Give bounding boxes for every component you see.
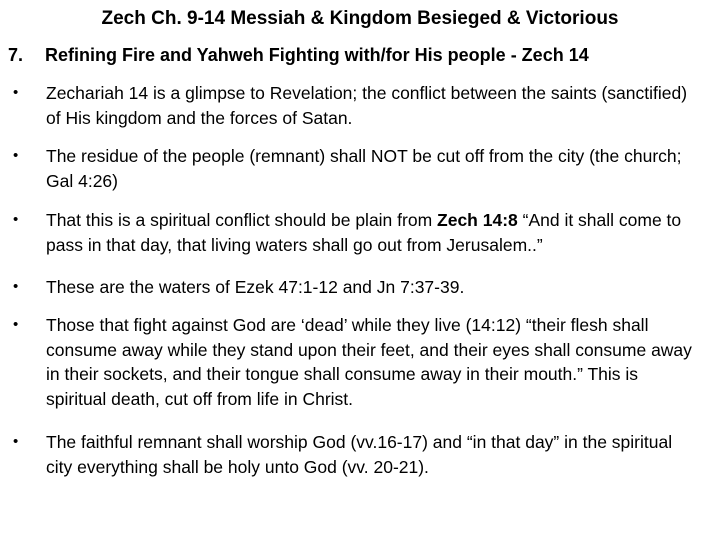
bullet-text-part: That this is a spiritual conflict should be plain from <box>46 210 438 230</box>
bullet-icon: • <box>13 433 19 450</box>
section-heading-text: Refining Fire and Yahweh Fighting with/for His people - Zech 14 <box>45 45 589 65</box>
bullet-item <box>13 81 703 130</box>
bullet-icon: • <box>13 147 19 164</box>
bullet-text: The faithful remnant shall worship God (vv.16-17) and “in that day” in the spiritual city everything shall be holy unto God (vv. 20-21). <box>46 432 673 477</box>
bullet-text <box>46 208 703 257</box>
bullet-icon: • <box>13 278 19 295</box>
bullet-text: Those that fight against God are ‘dead’ while they live (14:12) “their flesh shall consume away while they stand upon their feet, and their eyes shall consume away in their sockets, and their tongue shall consume away in their mouth.” This is spiritual death, cut off from life in Christ. <box>46 315 692 409</box>
bullet-text-part: “And it shall come to pass in that day, that living waters shall go out from Jerusalem..” <box>46 210 682 255</box>
bullet-icon: • <box>13 211 19 228</box>
bullet-text: The residue of the people (remnant) shall NOT be cut off from the city (the church; Gal 4:26) <box>46 146 682 191</box>
slide-title: Zech Ch. 9-14 Messiah & Kingdom Besieged & Victorious <box>101 8 619 29</box>
bullet-item <box>13 208 703 257</box>
bullet-text: Zechariah 14 is a glimpse to Revelation; the conflict between the saints (sanctified) of His kingdom and the forces of Satan. <box>46 83 688 128</box>
bullet-icon: • <box>13 84 19 101</box>
bullet-item <box>13 144 703 193</box>
bullet-text: These are the waters of Ezek 47:1-12 and Jn 7:37-39. <box>46 277 465 297</box>
bullet-item <box>13 313 703 411</box>
bullet-item <box>13 430 703 479</box>
section-heading <box>8 43 589 67</box>
bullet-icon: • <box>13 316 19 333</box>
bullet-item <box>13 275 703 300</box>
section-number: 7. <box>8 45 24 65</box>
scripture-reference: Zech 14:8 <box>437 210 518 230</box>
